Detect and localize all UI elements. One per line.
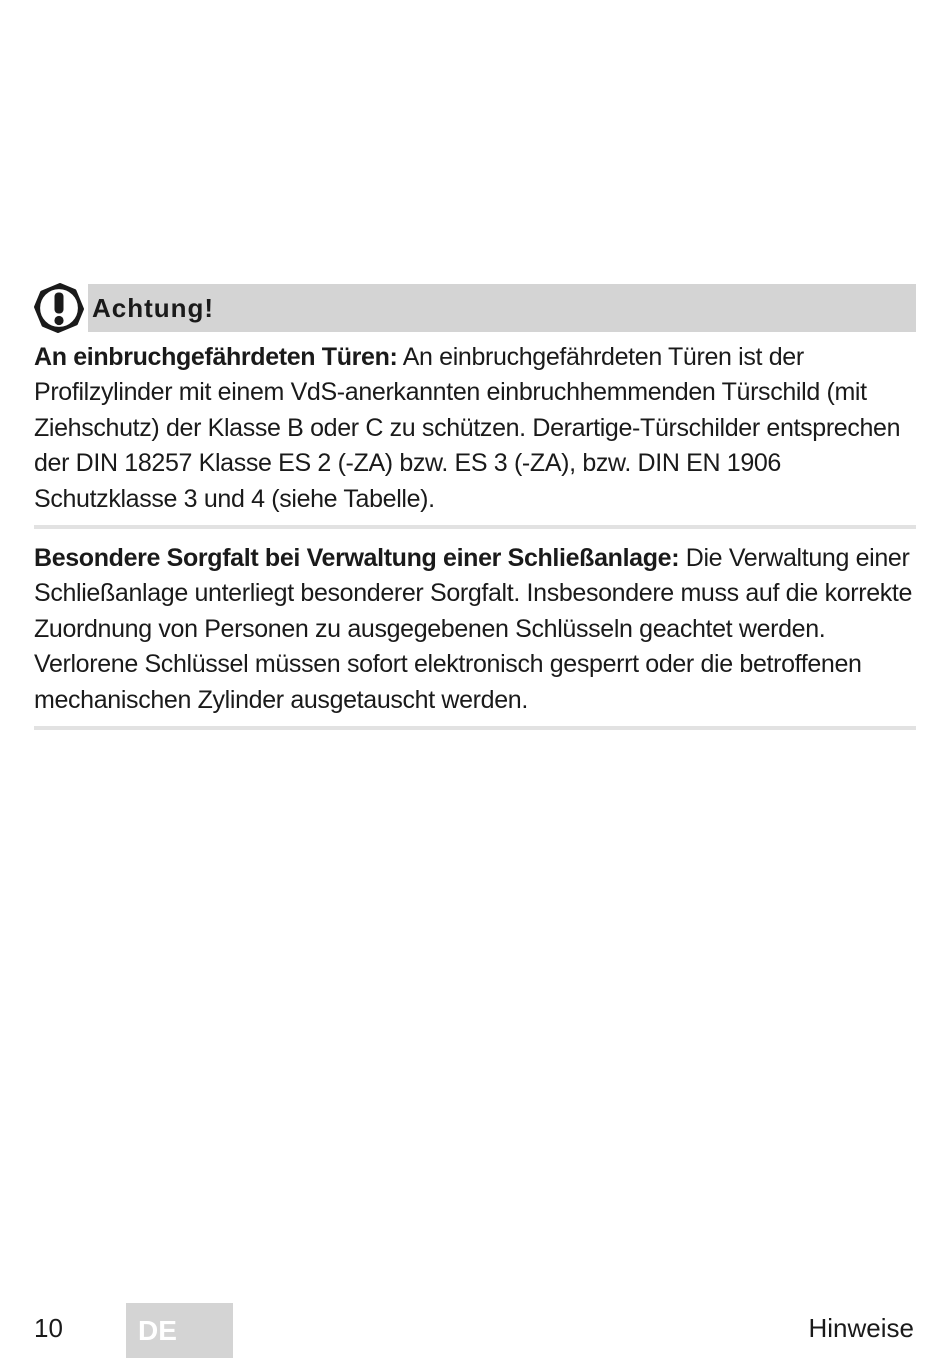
warning-title-bar <box>88 284 916 332</box>
notice-paragraph-doors <box>34 333 916 523</box>
warning-notice <box>34 283 916 736</box>
language-label: DE <box>138 1314 177 1346</box>
paragraph-lead: An einbruchgefährdeten Türen: <box>34 343 398 371</box>
paragraph-text: Die Verwaltung einer Schließanlage unterliegt besonderer Sorgfalt. Insbesondere muss auf die korrekte Zuordnung von Personen zu ausgegebenen Schlüsseln geachtet werden. Verlorene Schlüssel müssen sofort elektronisch gesperrt oder die betroffenen mechanischen Zylinder ausgetauscht werden. <box>34 544 913 714</box>
paragraph-text: An einbruchgefährdeten Türen ist der Profilzylinder mit einem VdS-anerkannten einbruchhemmenden Türschild (mit Ziehschutz) der Klasse B oder C zu schützen. Derartige-Türschilder entsprechen der DIN 18257 Klasse ES 2 (-ZA) bzw. ES 3 (-ZA), bzw. DIN EN 1906 Schutzklasse 3 und 4 (siehe Tabelle). <box>34 343 901 513</box>
exclamation-circle-icon <box>34 283 84 333</box>
divider <box>34 726 916 730</box>
warning-title: Achtung! <box>92 292 215 323</box>
language-badge <box>126 1303 233 1358</box>
page-footer <box>0 1303 950 1359</box>
warning-header <box>34 283 916 333</box>
page-number: 10 <box>34 1313 63 1343</box>
section-name: Hinweise <box>808 1313 914 1343</box>
notice-paragraph-locking-system <box>34 535 916 724</box>
paragraph-lead: Besondere Sorgfalt bei Verwaltung einer Schließanlage: <box>34 544 680 573</box>
divider <box>34 525 916 529</box>
